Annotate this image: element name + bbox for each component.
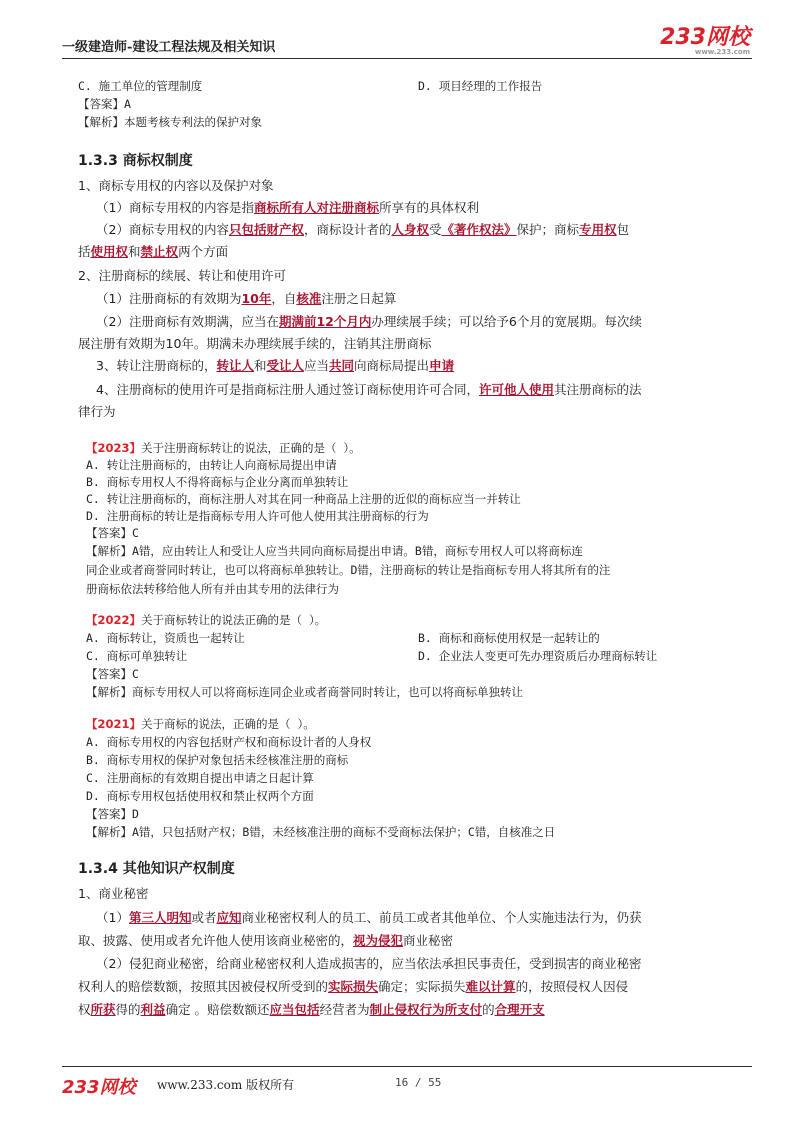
analysis: 册商标依法转移给他人所有并由其专用的法律行为 xyxy=(86,582,339,596)
option-d: D. 企业法人变更可先办理资质后办理商标转让 xyxy=(418,649,658,663)
copyright: www.233.com 版权所有 xyxy=(157,1078,295,1092)
paragraph: 律行为 xyxy=(78,404,116,419)
option-c: C. 施工单位的管理制度 xyxy=(78,79,203,93)
paragraph: 3、转让注册商标的，转让人和受让人应当共同向商标局提出申请 xyxy=(96,358,455,373)
answer: 【答案】C xyxy=(86,667,139,681)
page-footer xyxy=(62,1066,752,1097)
paragraph: （1）注册商标的有效期为10年，自核准注册之日起算 xyxy=(96,291,397,306)
question-2023: 【2023】关于注册商标转让的说法，正确的是（ ）。 xyxy=(86,441,361,455)
paragraph: 取、披露、使用或者允许他人使用该商业秘密的，视为侵犯商业秘密 xyxy=(78,933,454,948)
footer-logo: 233网校 xyxy=(62,1077,136,1098)
question-2022: 【2022】关于商标转让的说法正确的是（ ）。 xyxy=(86,613,327,627)
paragraph: 2、注册商标的续展、转让和使用许可 xyxy=(78,268,286,283)
paragraph: （1）商标专用权的内容是指商标所有人对注册商标所享有的具体权利 xyxy=(96,200,479,215)
paragraph: 括使用权和禁止权两个方面 xyxy=(78,244,229,259)
paragraph: （2）注册商标有效期满，应当在期满前12个月内办理续展手续；可以给予6个月的宽展期。每次续 xyxy=(96,314,642,329)
analysis: 【解析】A错，应由转让人和受让人应当共同向商标局提出申请。B错，商标专用权人可以将商标连 xyxy=(86,544,583,558)
paragraph: 1、商业秘密 xyxy=(78,886,149,901)
analysis: 【解析】本题考核专利法的保护对象 xyxy=(78,115,262,129)
paragraph: 展注册有效期为10年。期满未办理续展手续的，注销其注册商标 xyxy=(78,336,432,351)
page-number: 16 / 55 xyxy=(395,1076,442,1089)
answer: 【答案】C xyxy=(86,526,139,540)
answer: 【答案】A xyxy=(78,97,131,111)
option-b: B. 商标专用权人不得将商标与企业分离而单独转让 xyxy=(86,475,349,489)
analysis: 同企业或者商誉同时转让，也可以将商标单独转让。D错，注册商标的转让是指商标专用人将其所有的注 xyxy=(86,563,611,577)
paragraph: 4、注册商标的使用许可是指商标注册人通过签订商标使用许可合同，许可他人使用其注册商标的法 xyxy=(96,382,642,397)
option-c: C. 转让注册商标的，商标注册人对其在同一种商品上注册的近似的商标应当一并转让 xyxy=(86,492,521,506)
paragraph: （1）第三人明知或者应知商业秘密权利人的员工、前员工或者其他单位、个人实施违法行为，仍获 xyxy=(96,910,642,925)
paragraph: （2）商标专用权的内容只包括财产权，商标设计者的人身权受《著作权法》保护；商标专用权包 xyxy=(96,222,630,237)
option-d: D. 商标专用权包括使用权和禁止权两个方面 xyxy=(86,789,314,803)
header-title: 一级建造师-建设工程法规及相关知识 xyxy=(62,40,276,55)
option-d: D. 项目经理的工作报告 xyxy=(418,79,543,93)
paragraph: 权所获得的利益确定 。赔偿数额还应当包括经营者为制止侵权行为所支付的合理开支 xyxy=(78,1002,545,1017)
option-a: A. 商标专用权的内容包括财产权和商标设计者的人身权 xyxy=(86,735,372,749)
paragraph: 权利人的赔偿数额，按照其因被侵权所受到的实际损失确定；实际损失难以计算的，按照侵权人因侵 xyxy=(78,979,629,994)
analysis: 【解析】商标专用权人可以将商标连同企业或者商誉同时转让，也可以将商标单独转让 xyxy=(86,685,523,699)
question-2021: 【2021】关于商标的说法，正确的是（ ）。 xyxy=(86,717,315,731)
page-header xyxy=(62,25,752,59)
paragraph: 1、商标专用权的内容以及保护对象 xyxy=(78,178,274,193)
section-heading-133: 1.3.3 商标权制度 xyxy=(78,153,193,169)
option-c: C. 注册商标的有效期自提出申请之日起计算 xyxy=(86,771,314,785)
option-a: A. 转让注册商标的，由转让人向商标局提出申请 xyxy=(86,458,337,472)
option-d: D. 注册商标的转让是指商标专用人许可他人使用其注册商标的行为 xyxy=(86,509,429,523)
brand-logo: 233网校 www.233.com xyxy=(660,25,750,56)
section-heading-134: 1.3.4 其他知识产权制度 xyxy=(78,861,235,877)
option-a: A. 商标转让，资质也一起转让 xyxy=(86,631,245,645)
analysis: 【解析】A错，只包括财产权；B错，未经核准注册的商标不受商标法保护；C错，自核准之日 xyxy=(86,825,556,839)
answer: 【答案】D xyxy=(86,807,139,821)
option-b: B. 商标专用权的保护对象包括未经核准注册的商标 xyxy=(86,753,349,767)
paragraph: （2）侵犯商业秘密，给商业秘密权利人造成损害的，应当依法承担民事责任，受到损害的商业秘密 xyxy=(96,956,642,971)
option-b: B. 商标和商标使用权是一起转让的 xyxy=(418,631,600,645)
option-c: C. 商标可单独转让 xyxy=(86,649,188,663)
